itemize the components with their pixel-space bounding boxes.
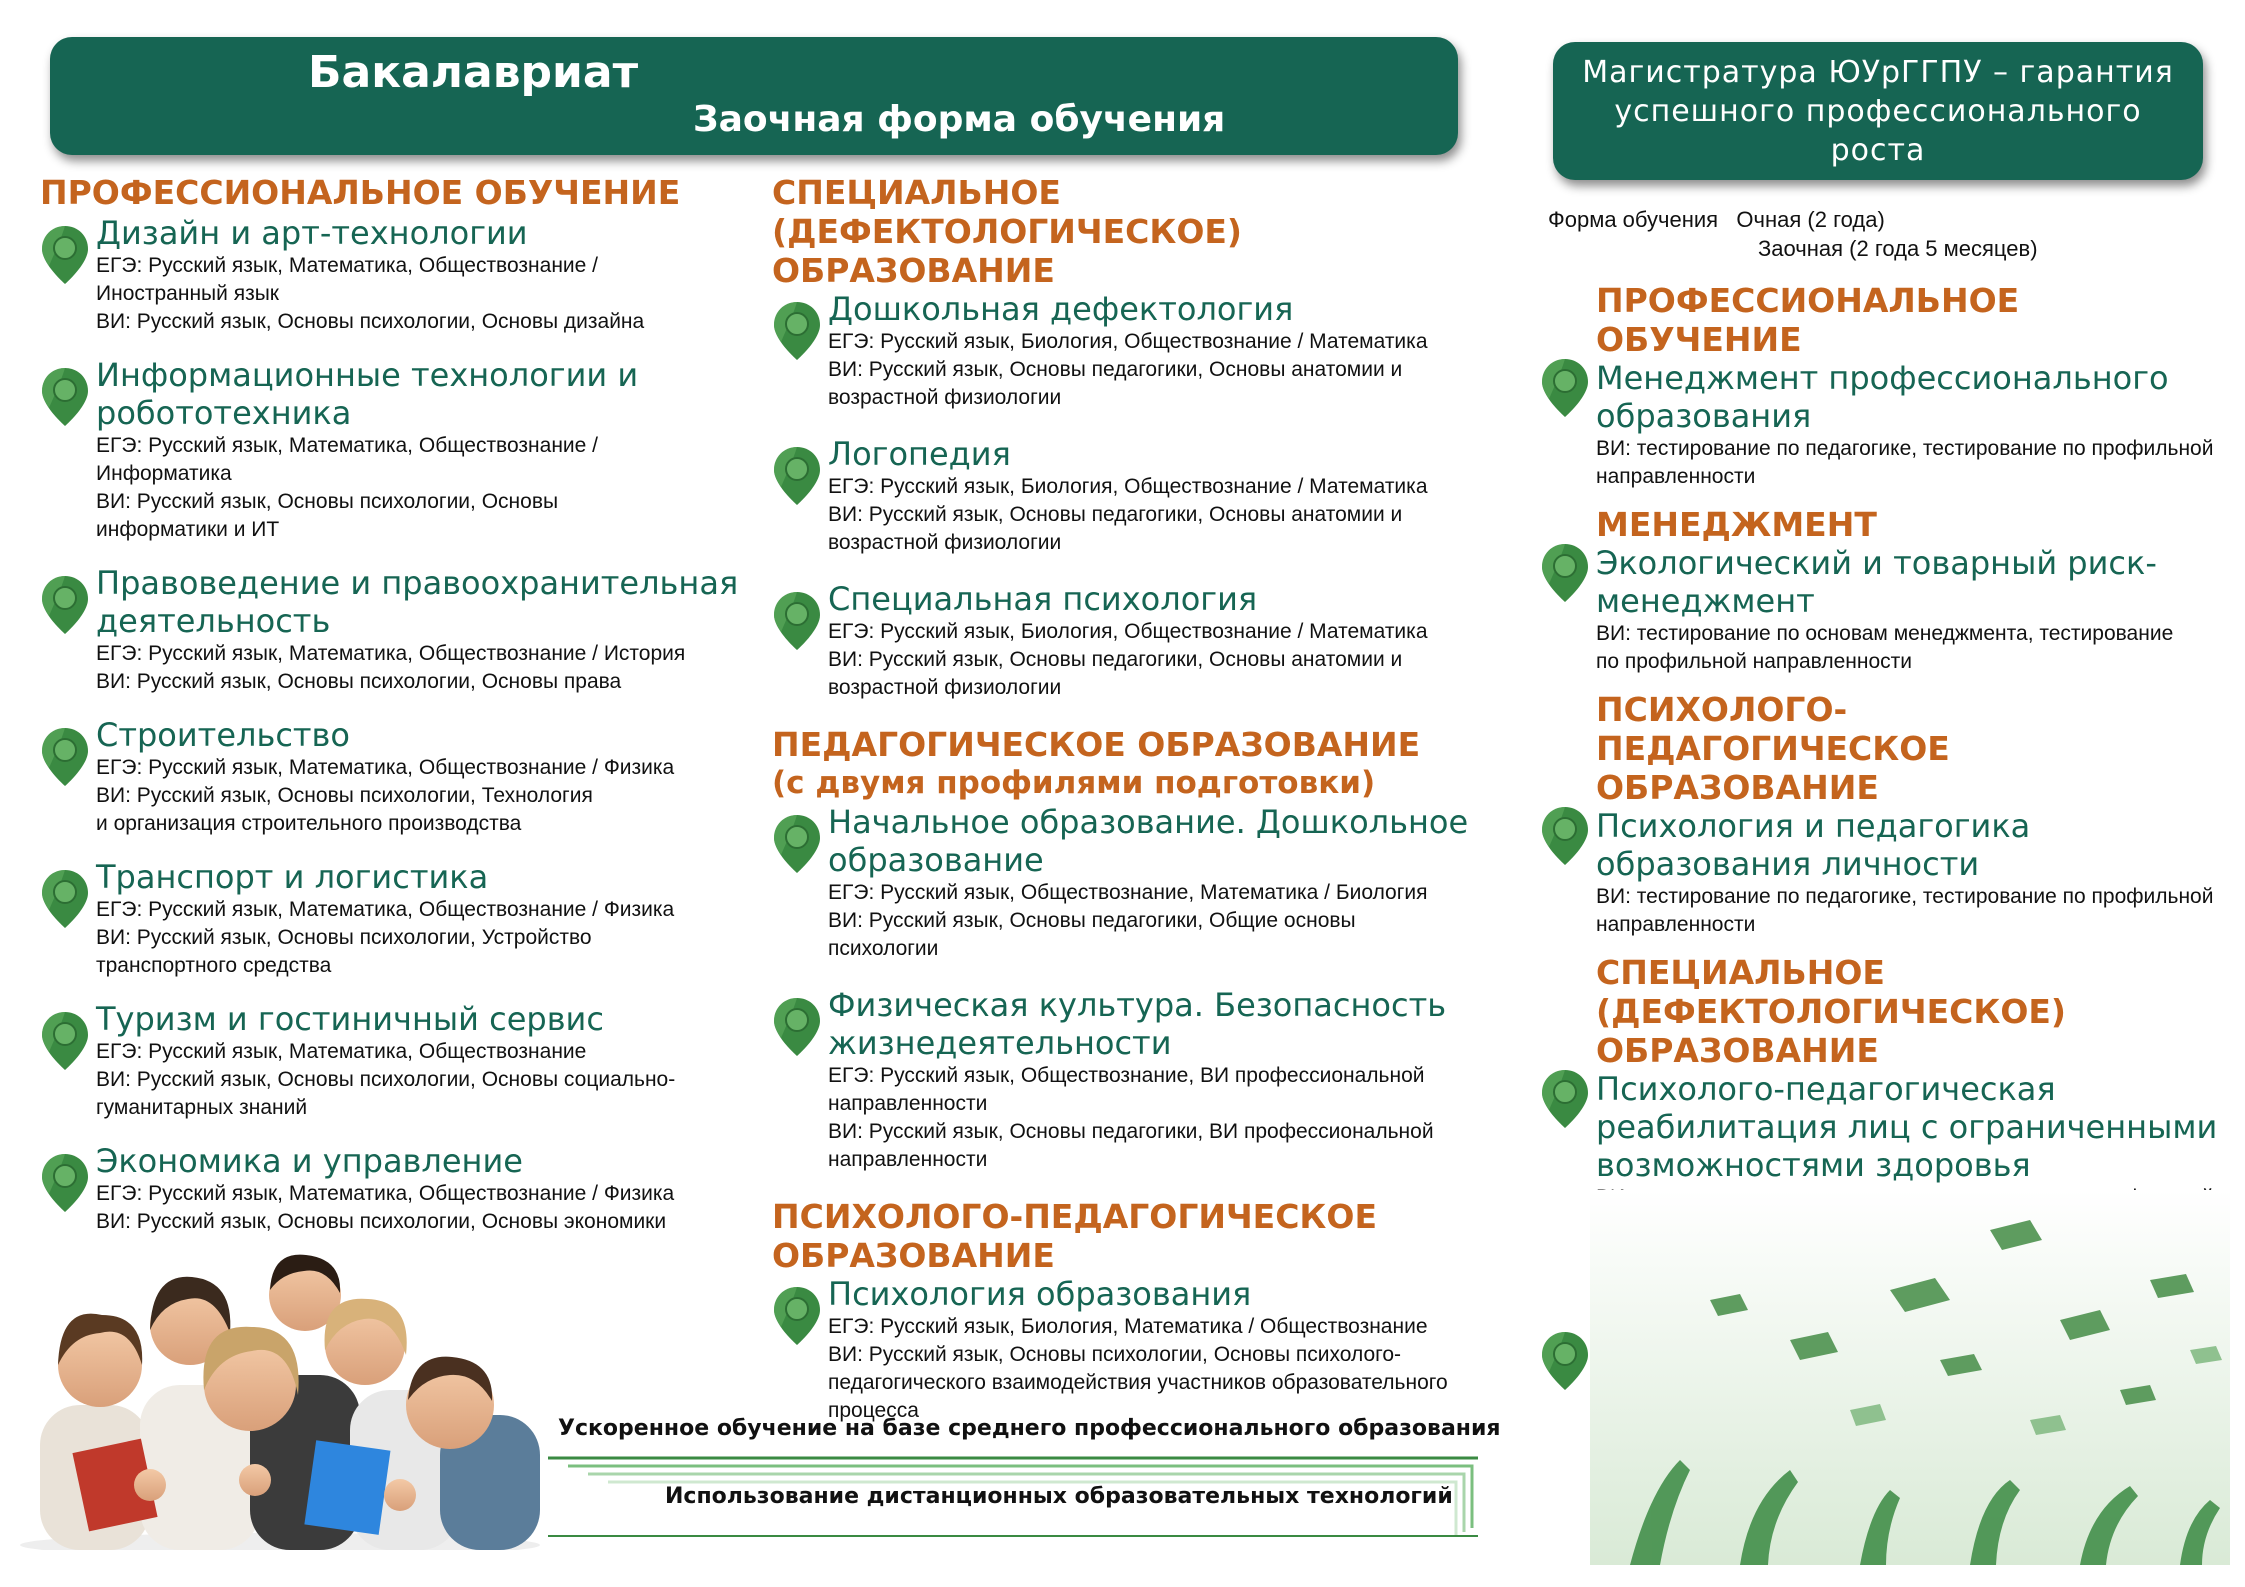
- program-requirements: направленности: [1596, 913, 1756, 936]
- location-pin-icon: [772, 996, 822, 1058]
- category-heading: СПЕЦИАЛЬНОЕ (ДЕФЕКТОЛОГИЧЕСКОЕ) ОБРАЗОВАНИЕ: [1596, 953, 2067, 1070]
- category-heading: ПРОФЕССИОНАЛЬНОЕ ОБУЧЕНИЕ: [1596, 281, 2020, 359]
- location-pin-icon: [1540, 1330, 1590, 1392]
- program-name: Специальная психология: [828, 580, 1258, 618]
- program-entry: [772, 1275, 1492, 1425]
- program-requirements: ВИ: Русский язык, Основы психологии, Основы психолого-: [828, 1343, 1402, 1366]
- program-requirements: ЕГЭ: Русский язык, Математика, Обществознание /: [96, 254, 599, 277]
- program-name: Туризм и гостиничный сервис: [96, 1000, 604, 1038]
- program-requirements: ВИ: тестирование по основам менеджмента, тестирование: [1596, 622, 2174, 645]
- program-entry: [1540, 359, 2230, 491]
- bachelor-professional-column: [40, 173, 740, 1256]
- program-name: Транспорт и логистика: [96, 858, 489, 896]
- program-requirements: ВИ: Русский язык, Основы педагогики, Общие основы: [828, 909, 1356, 932]
- location-pin-icon: [40, 726, 90, 788]
- students-photo: [20, 1215, 540, 1550]
- program-requirements: ВИ: Русский язык, Основы педагогики, ВИ профессиональной: [828, 1120, 1434, 1143]
- program-name: Психология и педагогика образования личности: [1596, 807, 2031, 883]
- master-title: Магистратура ЮУрГГПУ – гарантия успешного профессионального роста: [1582, 54, 2174, 168]
- bachelor-special-column: [772, 173, 1492, 1448]
- location-pin-icon: [40, 1010, 90, 1072]
- category-heading: ПСИХОЛОГО-ПЕДАГОГИЧЕСКОЕ ОБРАЗОВАНИЕ: [1596, 690, 1950, 807]
- program-requirements: направленности: [1596, 465, 1756, 488]
- distance-note: Использование дистанционных образовательных технологий: [665, 1484, 1453, 1509]
- bachelor-banner: [50, 37, 1458, 155]
- program-name: Дошкольная дефектология: [828, 290, 1294, 328]
- program-requirements: гуманитарных знаний: [96, 1096, 308, 1119]
- program-requirements: по профильной направленности: [1596, 650, 1912, 673]
- location-pin-icon: [772, 300, 822, 362]
- program-requirements: педагогического взаимодействия участников образовательного: [828, 1371, 1448, 1394]
- master-banner: [1553, 42, 2203, 180]
- program-name: Начальное образование. Дошкольное образование: [828, 803, 1469, 879]
- program-requirements: ЕГЭ: Русский язык, Математика, Обществознание /: [96, 434, 599, 457]
- program-requirements: ВИ: Русский язык, Основы психологии, Основы социально-: [96, 1068, 676, 1091]
- location-pin-icon: [40, 574, 90, 636]
- program-requirements: направленности: [828, 1148, 988, 1171]
- location-pin-icon: [1540, 1068, 1590, 1130]
- program-requirements: ЕГЭ: Русский язык, Математика, Обществознание: [96, 1040, 587, 1063]
- study-form-parttime: Заочная (2 года 5 месяцев): [1758, 236, 2038, 261]
- program-entry: [1540, 807, 2230, 939]
- program-entry: [40, 356, 740, 544]
- location-pin-icon: [40, 366, 90, 428]
- program-entry: [40, 716, 740, 838]
- program-name: Экологический и товарный риск-менеджмент: [1596, 544, 2157, 620]
- program-requirements: направленности: [828, 1092, 988, 1115]
- program-entry: [772, 986, 1492, 1174]
- category-heading: (с двумя профилями подготовки): [772, 765, 1376, 801]
- program-requirements: возрастной физиологии: [828, 386, 1062, 409]
- location-pin-icon: [772, 813, 822, 875]
- graduation-caps-illustration: [1590, 1190, 2230, 1565]
- program-requirements: ЕГЭ: Русский язык, Математика, Обществознание / Физика: [96, 1182, 675, 1205]
- program-name: Физическая культура. Безопасность жизнедеятельности: [828, 986, 1447, 1062]
- program-requirements: процесса: [828, 1399, 919, 1422]
- location-pin-icon: [40, 868, 90, 930]
- location-pin-icon: [772, 1285, 822, 1347]
- program-requirements: ЕГЭ: Русский язык, Биология, Математика / Обществознание: [828, 1315, 1428, 1338]
- program-entry: [772, 435, 1492, 557]
- program-requirements: ЕГЭ: Русский язык, Математика, Обществознание / История: [96, 642, 686, 665]
- program-requirements: ВИ: тестирование по педагогике, тестирование по профильной: [1596, 885, 2214, 908]
- program-requirements: транспортного средства: [96, 954, 332, 977]
- program-requirements: ЕГЭ: Русский язык, Математика, Обществознание / Физика: [96, 756, 675, 779]
- program-requirements: ВИ: Русский язык, Основы психологии, Устройство: [96, 926, 592, 949]
- program-requirements: ЕГЭ: Русский язык, Обществознание, Математика / Биология: [828, 881, 1428, 904]
- program-name: Информационные технологии и робототехника: [96, 356, 639, 432]
- bachelor-title: Бакалавриат: [308, 47, 639, 98]
- category-heading: ПСИХОЛОГО-ПЕДАГОГИЧЕСКОЕ ОБРАЗОВАНИЕ: [772, 1197, 1378, 1275]
- category-heading: ПРОФЕССИОНАЛЬНОЕ ОБУЧЕНИЕ: [40, 173, 681, 212]
- program-requirements: ВИ: тестирование по педагогике, тестирование по профильной: [1596, 437, 2214, 460]
- category-heading: СПЕЦИАЛЬНОЕ (ДЕФЕКТОЛОГИЧЕСКОЕ) ОБРАЗОВАНИЕ: [772, 173, 1243, 290]
- program-requirements: ВИ: Русский язык, Основы педагогики, Основы анатомии и: [828, 358, 1403, 381]
- program-entry: [772, 290, 1492, 412]
- program-requirements: ЕГЭ: Русский язык, Биология, Обществознание / Математика: [828, 330, 1428, 353]
- program-list: [40, 214, 740, 1236]
- program-entry: [40, 1000, 740, 1122]
- location-pin-icon: [40, 224, 90, 286]
- program-entry: [40, 564, 740, 696]
- program-entry: [1540, 544, 2230, 676]
- program-requirements: ЕГЭ: Русский язык, Обществознание, ВИ профессиональной: [828, 1064, 1425, 1087]
- program-entry: [772, 580, 1492, 702]
- program-requirements: Иностранный язык: [96, 282, 279, 305]
- program-name: Строительство: [96, 716, 350, 754]
- program-requirements: ВИ: Русский язык, Основы психологии, Основы дизайна: [96, 310, 645, 333]
- program-requirements: возрастной физиологии: [828, 531, 1062, 554]
- program-name: Психолого-педагогическая реабилитация лиц с ограниченными возможностями здоровья: [1596, 1070, 2218, 1184]
- program-name: Логопедия: [828, 435, 1011, 473]
- program-name: Дизайн и арт-технологии: [96, 214, 528, 252]
- category-heading: МЕНЕДЖМЕНТ: [1596, 505, 1877, 544]
- location-pin-icon: [1540, 805, 1590, 867]
- program-requirements: ВИ: Русский язык, Основы психологии, Технология: [96, 784, 593, 807]
- program-requirements: ЕГЭ: Русский язык, Биология, Обществознание / Математика: [828, 620, 1428, 643]
- program-requirements: информатики и ИТ: [96, 518, 280, 541]
- program-requirements: ЕГЭ: Русский язык, Биология, Обществознание / Математика: [828, 475, 1428, 498]
- program-requirements: ВИ: Русский язык, Основы педагогики, Основы анатомии и: [828, 503, 1403, 526]
- accelerated-note: Ускоренное обучение на базе среднего профессионального образования: [558, 1416, 1501, 1441]
- location-pin-icon: [40, 1152, 90, 1214]
- program-requirements: ВИ: Русский язык, Основы педагогики, Основы анатомии и: [828, 648, 1403, 671]
- program-entry: [40, 214, 740, 336]
- program-requirements: ВИ: Русский язык, Основы психологии, Основы экономики: [96, 1210, 667, 1233]
- study-form-fulltime: Очная (2 года): [1736, 207, 1885, 232]
- bachelor-subtitle: Заочная форма обучения: [693, 99, 1226, 140]
- program-requirements: ВИ: Русский язык, Основы психологии, Основы права: [96, 670, 622, 693]
- program-entry: [772, 803, 1492, 963]
- program-requirements: Информатика: [96, 462, 232, 485]
- program-requirements: возрастной физиологии: [828, 676, 1062, 699]
- program-entry: [40, 858, 740, 980]
- program-name: Менеджмент профессионального образования: [1596, 359, 2169, 435]
- program-name: Экономика и управление: [96, 1142, 523, 1180]
- category-heading: ПЕДАГОГИЧЕСКОЕ ОБРАЗОВАНИЕ: [772, 725, 1421, 764]
- program-requirements: психологии: [828, 937, 939, 960]
- program-name: Психология образования: [828, 1275, 1252, 1313]
- location-pin-icon: [1540, 542, 1590, 604]
- program-requirements: и организация строительного производства: [96, 812, 522, 835]
- location-pin-icon: [1540, 357, 1590, 419]
- study-form-label: Форма обучения: [1548, 207, 1719, 232]
- location-pin-icon: [772, 445, 822, 507]
- location-pin-icon: [772, 590, 822, 652]
- program-requirements: ЕГЭ: Русский язык, Математика, Обществознание / Физика: [96, 898, 675, 921]
- program-requirements: ВИ: Русский язык, Основы психологии, Основы: [96, 490, 559, 513]
- program-name: Правоведение и правоохранительная деятельность: [96, 564, 739, 640]
